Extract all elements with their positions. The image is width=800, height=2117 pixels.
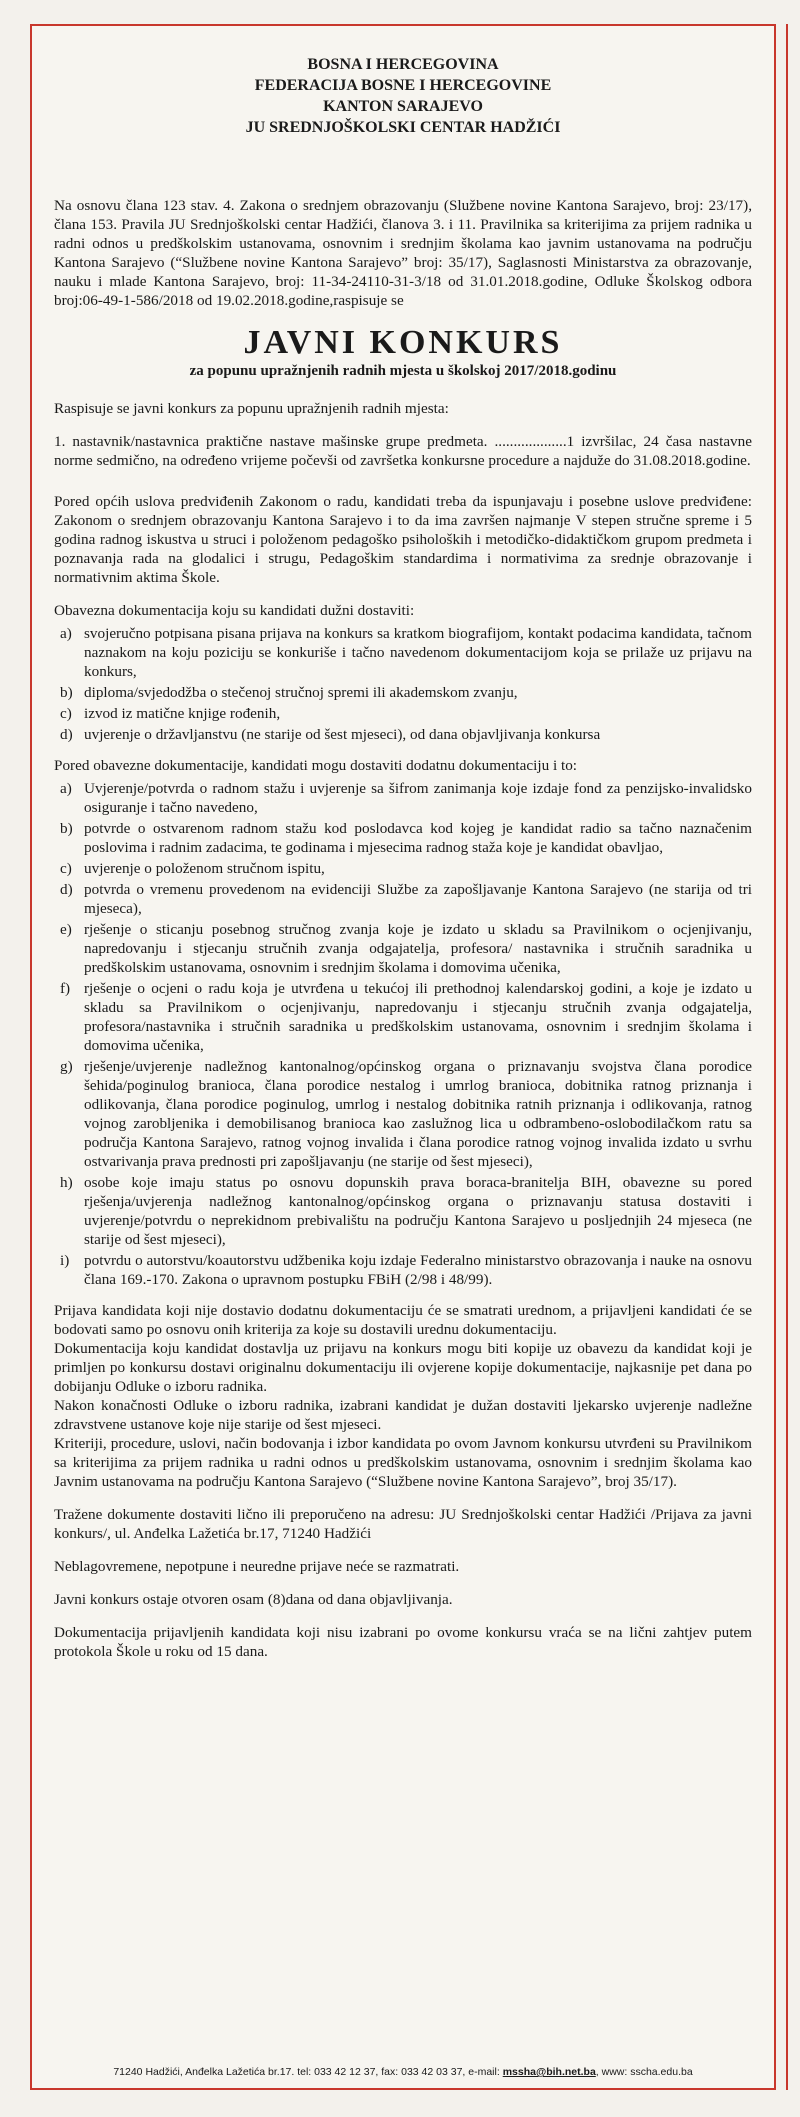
list-item: i) potvrdu o autorstvu/koautorstvu udžbenika koju izdaje Federalno ministarstvo obrazovanja i nauke na osnovu člana 169.-170. Zakona o upravnom postupku FBiH (2/98 i 48/99). xyxy=(60,1252,752,1288)
header-line-canton: KANTON SARAJEVO xyxy=(323,98,483,115)
list-item: c) izvod iz matične knjige rođenih, xyxy=(60,705,281,722)
note-paragraph: Kriteriji, procedure, uslovi, način bodovanja i izbor kandidata po ovom Javnom konkursu utvrđeni su Pravilnikom sa kriterijima za prijem radnika u radni odnos u predškolskim ustanovama, osnovnim i srednjim školama kao Javnim ustanovama na području Kantona Sarajevo (“Službene novine Kantona Sarajevo”, broj 35/17). xyxy=(54,1435,752,1490)
additional-docs-intro: Pored obavezne dokumentacije, kandidati mogu dostaviti dodatnu dokumentaciju i to: xyxy=(54,757,578,774)
additional-docs-list xyxy=(54,779,752,1289)
list-item: d) potvrda o vremenu provedenom na evidenciji Službe za zapošljavanje Kantona Sarajevo (ne starija od tri mjeseca), xyxy=(60,881,752,917)
list-item: h) osobe koje imaju status po osnovu dopunskih prava boraca-branitelja BIH, obavezne su pored rješenja/uvjerenja nadležnog kantonalnog/općinskog organa o priznavanju statusa dostaviti i uvjerenje/potvrdu o neprekidnom prebivalištu na području Kantona Sarajevo u posljednjih 24 mjeseca (ne starije od šest mjeseci), xyxy=(60,1174,752,1248)
job-ad xyxy=(30,24,776,2090)
note-paragraph: Dokumentacija koju kandidat dostavlja uz prijavu na konkurs mogu biti kopije uz obavezu da kandidat koji je primljen po konkursu dostavi originalnu dokumentaciju ili ovjerene kopije dokumentacije, najkasnije pet dana po dobijanju Odluke o izboru radnika. xyxy=(54,1340,752,1395)
announce-paragraph: Raspisuje se javni konkurs za popunu upražnjenih radnih mjesta: xyxy=(54,400,449,417)
adjacent-column-edge xyxy=(786,24,800,2090)
notes-block xyxy=(54,1301,752,1491)
incomplete-paragraph: Neblagovremene, nepotpune i neuredne prijave neće se razmatrati. xyxy=(54,1558,460,1575)
footer xyxy=(32,2066,774,2078)
ad-subtitle: za popunu upražnjenih radnih mjesta u školskoj 2017/2018.godinu xyxy=(189,363,617,379)
list-item: e) rješenje o sticanju posebnog stručnog zvanja koje je izdato u skladu sa Pravilnikom o ocjenjivanju, napredovanju i stjecanju stručnih zvanja odgajatelja, profesora/ nastavnika i stručnih saradnika u predškolskim ustanovama, osnovnim i srednjim školama i domovima učenika, xyxy=(60,921,752,976)
header-line-school: JU SREDNJOŠKOLSKI CENTAR HADŽIĆI xyxy=(245,119,561,136)
ad-title: JAVNI KONKURS xyxy=(243,324,563,361)
note-paragraph: Prijava kandidata koji nije dostavio dodatnu dokumentaciju će se smatrati urednom, a prijavljeni kandidati će se bodovati samo po osnovu onih kriterija za koje su dostavili urednu dokumentaciju. xyxy=(54,1302,752,1338)
note-paragraph: Nakon konačnosti Odluke o izboru radnika, izabrani kandidat je dužan dostaviti ljekarsko uvjerenje nadležne zdravstvene ustanove koje nije starije od šest mjeseci. xyxy=(54,1397,752,1433)
header-line-country: BOSNA I HERCEGOVINA xyxy=(307,56,499,73)
footer-email-link[interactable]: mssha@bih.net.ba xyxy=(502,2066,596,2078)
footer-website: , www: sscha.edu.ba xyxy=(595,2066,693,2078)
mandatory-docs-list xyxy=(54,624,752,744)
list-item: d) uvjerenje o državljanstvu (ne starije od šest mjeseci), od dana objavljivanja konkursa xyxy=(60,726,601,743)
address-paragraph: Tražene dokumente dostaviti lično ili preporučeno na adresu: JU Srednjoškolski centar Hadžići /Prijava za javni konkurs/, ul. Anđelka Lažetića br.17, 71240 Hadžići xyxy=(54,1506,752,1542)
list-item: b) potvrde o ostvarenom radnom stažu kod poslodavca kod kojeg je kandidat radio sa tačno naznačenim poslovima i radnim zadacima, te godinama i mjesecima radnog staža koje je kandidat obavljao, xyxy=(60,820,752,856)
intro-paragraph: Na osnovu člana 123 stav. 4. Zakona o srednjem obrazovanju (Službene novine Kantona Sarajevo, broj: 23/17), člana 153. Pravila JU Srednjoškolski centar Hadžići, članova 3. i 11. Pravilnika sa kriterijima za prijem radnika u radni odnos u predškolskim ustanovama, osnovnim i srednjim školama kao javnim ustanovama na području Kantona Sarajevo (“Službene novine Kantona Sarajevo” broj: 35/17), Saglasnosti Ministarstva za obrazovanje, nauku i mlade Kantona Sarajevo, broj: 11-34-24110-31-3/18 od 31.01.2018.godine, Odluke Školskog odbora broj:06-49-1-586/2018 od 19.02.2018.godine,raspisuje se xyxy=(54,197,752,309)
ad-content xyxy=(54,196,752,1675)
list-item: c) uvjerenje o položenom stručnom ispitu, xyxy=(60,860,325,877)
list-item: g) rješenje/uvjerenje nadležnog kantonalnog/općinskog organa o priznavanju svojstva člana porodice šehida/poginulog branioca, člana porodice nestalog i umrlog branioca, dobitnika ratnog priznanja i odlikovanja, člana porodice poginulog, umrlog i nestalog dobitnika ratnih priznanja i odlikovanja, ratnog vojnog zarobljenika i demobilisanog branioca kao zaslužnog lica u odbrambeno-oslobodilačkom ratu sa područja Kantona Sarajevo, ratnog vojnog invalida i člana porodice ratnog vojnog invalida izdato u svrhu ostvarivanja prava prednosti pri zapošljavanju (ne starije od šest mjeseci), xyxy=(60,1058,752,1170)
conditions-paragraph: Pored općih uslova predviđenih Zakonom o radu, kandidati treba da ispunjavaju i posebne uslove predviđene: Zakonom o srednjem obrazovanju Kantona Sarajevo i to da ima završen najmanje V stepen stručne spreme i 5 godina radnog iskustva u struci i položenom pedagoško psiholoških i metodičko-didaktičkom grupom predmeta i poznavanja rada na glodalici i strugu, Pedagoškim standardima i normativima za srednje obrazovanje i normativnim aktima Škole. xyxy=(54,493,752,586)
list-item: a) Uvjerenje/potvrda o radnom stažu i uvjerenje sa šifrom zanimanja koje izdaje fond za penzijsko-invalidsko osiguranje i tačno navedeno, xyxy=(60,780,752,816)
list-item: f) rješenje o ocjeni o radu koja je utvrđena u tekućoj ili prethodnoj kalendarskoj godini, a koje je izdato u skladu sa Pravilnikom o ocjenjivanju, napredovanju i stjecanju stručnih zvanja odgajatelja, profesora/nastavnika i stručnih saradnika u predškolskim ustanovama, osnovnim i srednjim školama i domovima učenika, xyxy=(60,980,752,1054)
header-line-federation: FEDERACIJA BOSNE I HERCEGOVINE xyxy=(254,77,552,94)
open-duration-paragraph: Javni konkurs ostaje otvoren osam (8)dana od dana objavljivanja. xyxy=(54,1591,453,1608)
mandatory-docs-intro: Obavezna dokumentacija koju su kandidati dužni dostaviti: xyxy=(54,602,415,619)
list-item: b) diploma/svjedodžba o stečenoj stručnoj spremi ili akademskom zvanju, xyxy=(60,684,518,701)
position-item: 1. nastavnik/nastavnica praktične nastave mašinske grupe predmeta. ...................1 izvršilac, 24 časa nastavne norme sedmično, na određeno vrijeme počevši od završetka konkursne procedure a najduže do 31.08.2018.godine. xyxy=(54,433,752,469)
returned-docs-paragraph: Dokumentacija prijavljenih kandidata koji nisu izabrani po ovome konkursu vraća se na lični zahtjev putem protokola Škole u roku od 15 dana. xyxy=(54,1624,752,1660)
list-item: a) svojeručno potpisana pisana prijava na konkurs sa kratkom biografijom, kontakt podacima kandidata, tačnom naznakom na koju poziciju se konkuriše i tačno navedenom dokumentacijom koja se prilaže uz prijavu na konkurs, xyxy=(60,625,752,680)
footer-address: 71240 Hadžići, Anđelka Lažetića br.17. tel: 033 42 12 37, fax: 033 42 03 37, e-mail: xyxy=(113,2066,500,2078)
header xyxy=(32,54,774,138)
